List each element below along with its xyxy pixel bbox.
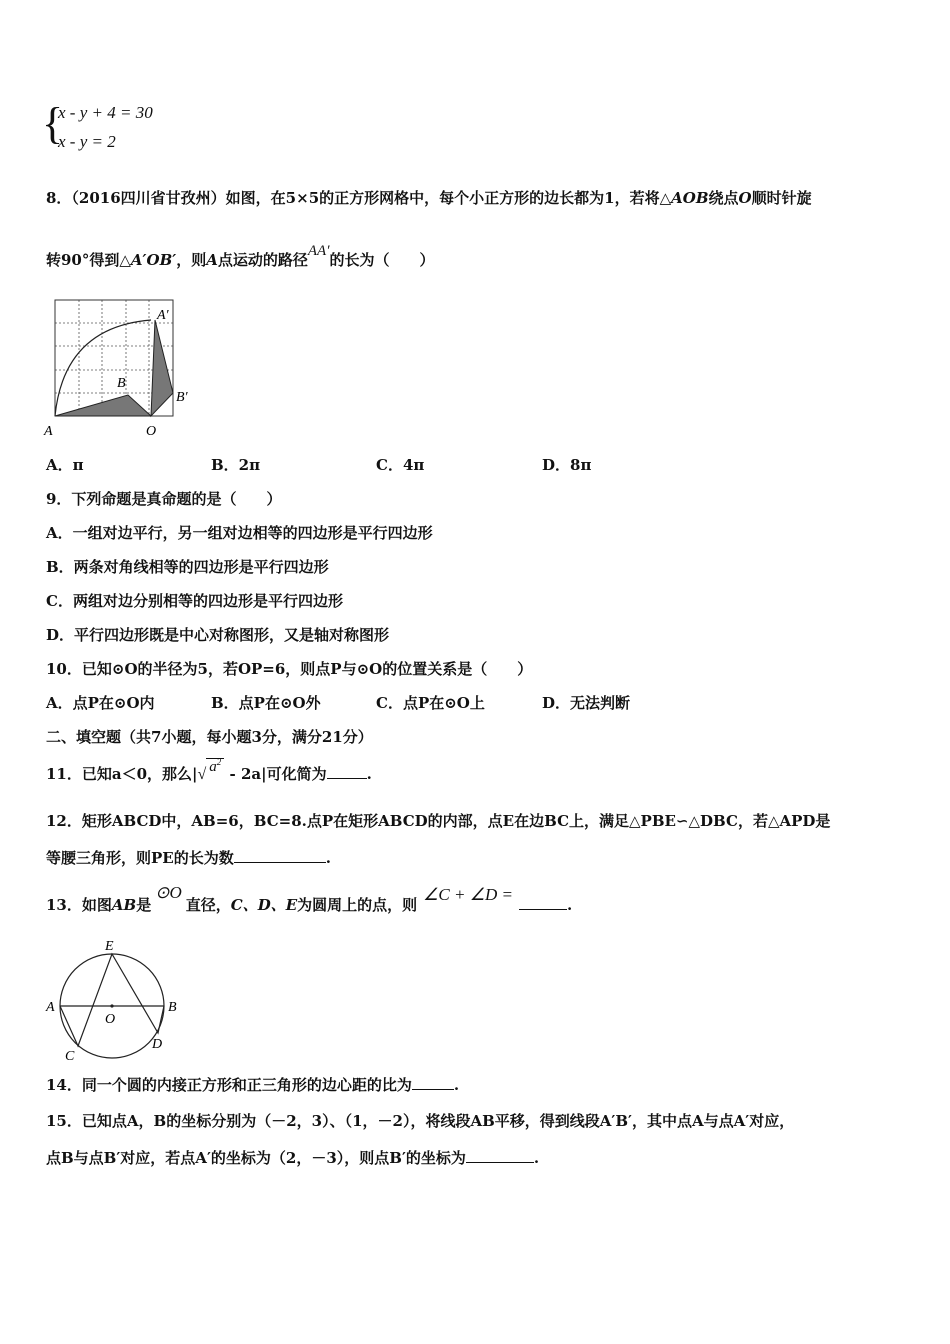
label-a: A <box>44 424 53 439</box>
q11-line: 11．已知a＜0，那么|√ $a^2 - 2a|$可化简为 . <box>46 757 372 783</box>
label-e: E <box>105 939 114 954</box>
q8-line2: 转90°得到△A′OB′，则A点运动的路径AA′的长为（ ） <box>46 243 435 269</box>
label-b-prime: B′ <box>176 390 188 405</box>
q14-answer-blank <box>412 1075 454 1090</box>
label-c: C <box>65 1049 75 1064</box>
triangle-aob <box>55 395 151 416</box>
label-b: B <box>168 1000 177 1015</box>
chords <box>60 954 164 1046</box>
q15-line2: 点B与点B′对应，若点A′的坐标为（2，－3），则点B′的坐标为 . <box>46 1149 540 1167</box>
sqrt-sign: √ <box>197 766 207 783</box>
q10-stem: 10．已知⊙O的半径为5，若OP=6，则点P与⊙O的位置关系是（ ） <box>46 660 533 678</box>
section-2-title: 二、填空题（共7小题，每小题3分，满分21分） <box>46 728 373 746</box>
q8-option-a: A．π <box>46 456 84 474</box>
q12-answer-blank <box>234 848 326 863</box>
triangle-a2ob2 <box>151 320 173 416</box>
q10-option-d: D．无法判断 <box>542 694 631 712</box>
system-equation-1: x - y + 4 = 30 <box>58 103 153 122</box>
q12-line2: 等腰三角形，则PE的长为数 . <box>46 849 331 867</box>
angle-sum-expression: ∠C + ∠D = <box>423 885 513 904</box>
sqrt-radicand: $a^2$ <box>206 758 224 775</box>
arc-aa-label: AA′ <box>307 243 330 259</box>
q13-answer-blank <box>519 895 567 910</box>
q8-option-d: D．8π <box>542 456 592 474</box>
system-brace: { <box>42 99 64 148</box>
center-dot <box>110 1004 113 1007</box>
q8-grid-figure <box>40 295 205 445</box>
q13-line: 13．如图AB是⊙O直径，C、D、E为圆周上的点，则∠C + ∠D =. <box>46 883 573 914</box>
q10-option-c: C．点P在⊙O上 <box>376 694 485 712</box>
q13-circle-figure <box>40 935 190 1065</box>
q14-line: 14．同一个圆的内接正方形和正三角形的边心距的比为 . <box>46 1076 460 1094</box>
q8-line1: 8．（2016四川省甘孜州）如图，在5×5的正方形网格中，每个小正方形的边长都为1，若将△AOB绕点O顺时针旋 <box>46 189 812 207</box>
label-d: D <box>152 1037 163 1052</box>
q9-option-d: D．平行四边形既是中心对称图形，又是轴对称图形 <box>46 626 390 644</box>
q9-option-b: B．两条对角线相等的四边形是平行四边形 <box>46 558 329 576</box>
q11-answer-blank <box>327 764 367 779</box>
label-o: O <box>105 1012 116 1027</box>
q15-answer-blank <box>466 1148 534 1163</box>
label-o: O <box>146 424 157 439</box>
q12-line1: 12．矩形ABCD中，AB=6，BC=8.点P在矩形ABCD的内部，点E在边BC上，满足△PBE∽△DBC，若△APD是 <box>46 812 831 830</box>
q15-line1: 15．已知点A，B的坐标分别为（－2，3）、（1，－2），将线段AB平移，得到线段A′B′，其中点A与点A′对应， <box>46 1112 795 1130</box>
arc-path <box>55 320 151 416</box>
q10-option-a: A．点P在⊙O内 <box>46 694 155 712</box>
q9-stem: 9．下列命题是真命题的是（ ） <box>46 490 282 508</box>
system-equation-2: x - y = 2 <box>58 132 116 151</box>
label-a: A <box>46 1000 55 1015</box>
label-b: B <box>117 376 126 391</box>
q9-option-c: C．两组对边分别相等的四边形是平行四边形 <box>46 592 343 610</box>
q10-option-b: B．点P在⊙O外 <box>211 694 321 712</box>
q8-option-c: C．4π <box>376 456 425 474</box>
q8-option-b: B．2π <box>211 456 261 474</box>
q9-option-a: A．一组对边平行，另一组对边相等的四边形是平行四边形 <box>46 524 433 542</box>
label-a-prime: A′ <box>157 308 169 323</box>
circle-o-symbol: ⊙O <box>155 883 182 902</box>
